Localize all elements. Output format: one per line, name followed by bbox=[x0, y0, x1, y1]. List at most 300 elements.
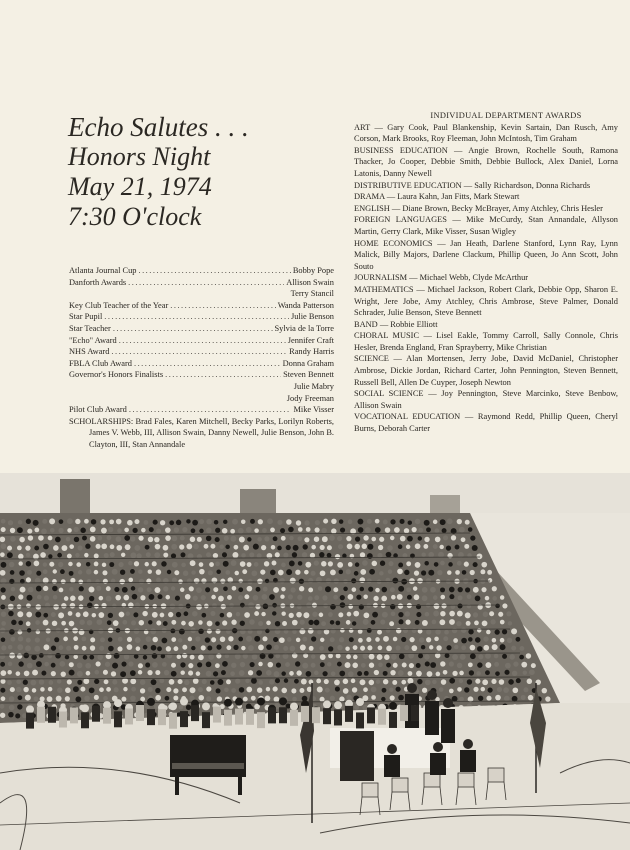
crowd-member bbox=[352, 621, 356, 625]
crowd-member bbox=[336, 653, 341, 658]
crowd-member bbox=[391, 612, 396, 617]
crowd-member bbox=[99, 687, 104, 692]
crowd-member bbox=[102, 563, 106, 567]
department-award-entry: JOURNALISM — Michael Webb, Clyde McArthur bbox=[354, 273, 529, 283]
crowd-member bbox=[378, 545, 383, 550]
crowd-member bbox=[106, 687, 111, 692]
department-award-entry: SCIENCE — Alan Mortensen, Jerry Jobe, David McDaniel, Christopher Ambrose, Dickie Jordan, Richard Carter, John Pennington, Steven Bennett, Russell Bell, Allen De Cuyper, Joseph Newton bbox=[354, 354, 618, 387]
crowd-member bbox=[107, 535, 112, 540]
crowd-member bbox=[223, 520, 227, 524]
crowd-member-body bbox=[268, 707, 276, 723]
crowd-member bbox=[18, 636, 23, 641]
crowd-member bbox=[512, 687, 518, 693]
crowd-member bbox=[314, 671, 319, 676]
crowd-member bbox=[156, 577, 161, 582]
crowd-member bbox=[230, 529, 235, 534]
crowd-member bbox=[304, 537, 309, 542]
crowd-member bbox=[261, 545, 266, 550]
crowd-member bbox=[73, 655, 78, 660]
crowd-member bbox=[145, 663, 150, 668]
crowd-member bbox=[508, 621, 512, 625]
crowd-member bbox=[396, 687, 401, 692]
crowd-member bbox=[435, 629, 441, 635]
crowd-member bbox=[468, 629, 473, 634]
crowd-member bbox=[240, 561, 246, 567]
crowd-member bbox=[406, 561, 411, 566]
crowd-member bbox=[321, 528, 327, 534]
crowd-member bbox=[474, 621, 479, 626]
crowd-member bbox=[100, 637, 105, 642]
crowd-member bbox=[118, 637, 123, 642]
crowd-member bbox=[206, 552, 211, 557]
crowd-member bbox=[122, 620, 127, 625]
crowd-member bbox=[16, 679, 21, 684]
crowd-member bbox=[69, 662, 74, 667]
department-awards bbox=[354, 110, 618, 435]
crowd-member bbox=[337, 536, 342, 541]
department-award-entry: DISTRIBUTIVE EDUCATION — Sally Richardson, Donna Richards bbox=[354, 180, 591, 190]
crowd-member bbox=[205, 587, 210, 592]
award-row bbox=[69, 335, 334, 347]
crowd-member bbox=[439, 687, 444, 692]
crowd-member bbox=[258, 680, 263, 685]
crowd-member bbox=[232, 552, 238, 558]
crowd-member bbox=[390, 604, 395, 609]
crowd-member bbox=[328, 612, 333, 617]
crowd-member bbox=[223, 561, 229, 567]
crowd-member bbox=[480, 569, 485, 574]
crowd-member bbox=[322, 536, 328, 542]
crowd-member bbox=[201, 645, 206, 650]
crowd-member bbox=[453, 638, 458, 643]
crowd-member bbox=[299, 586, 304, 591]
crowd-member bbox=[96, 661, 101, 666]
crowd-member bbox=[248, 670, 253, 675]
crowd-member bbox=[360, 552, 365, 557]
crowd-member bbox=[263, 587, 268, 592]
crowd-member bbox=[399, 654, 405, 660]
crowd-member bbox=[289, 561, 295, 567]
crowd-member bbox=[281, 587, 285, 591]
crowd-member bbox=[128, 661, 133, 666]
crowd-member bbox=[177, 654, 182, 659]
crowd-member bbox=[314, 620, 320, 626]
crowd-member bbox=[392, 680, 397, 685]
crowd-member bbox=[415, 620, 420, 625]
crowd-member bbox=[278, 570, 284, 576]
crowd-member bbox=[168, 612, 173, 617]
crowd-member bbox=[17, 704, 22, 709]
crowd-member bbox=[393, 663, 398, 668]
crowd-member bbox=[254, 562, 259, 567]
crowd-member bbox=[485, 653, 491, 659]
crowd-member bbox=[310, 553, 315, 558]
crowd-member bbox=[109, 519, 114, 524]
department-award-entry: VOCATIONAL EDUCATION — Raymond Redd, Phillip Queen, Cheryl Burns, Deborah Carter bbox=[354, 412, 618, 434]
crowd-member bbox=[112, 569, 118, 575]
crowd-member bbox=[16, 687, 22, 693]
crowd-member bbox=[490, 619, 495, 624]
crowd-member bbox=[478, 696, 483, 701]
crowd-member bbox=[322, 671, 327, 676]
crowd-member bbox=[472, 545, 478, 551]
crowd-member bbox=[337, 645, 342, 650]
crowd-member bbox=[99, 646, 104, 651]
crowd-member bbox=[440, 661, 445, 666]
crowd-member bbox=[226, 679, 231, 684]
crowd-member bbox=[274, 645, 279, 650]
crowd-member bbox=[56, 628, 61, 633]
crowd-member bbox=[426, 578, 431, 583]
crowd-member bbox=[148, 569, 152, 573]
crowd-member bbox=[500, 620, 505, 625]
crowd-member bbox=[281, 688, 287, 694]
crowd-member bbox=[266, 687, 270, 691]
crowd-member bbox=[18, 695, 23, 700]
crowd-member bbox=[18, 561, 22, 565]
crowd-member bbox=[443, 636, 448, 641]
crowd-member bbox=[415, 562, 421, 568]
department-award-entry: ART — Gary Cook, Paul Blankenship, Kevin Sartain, Dan Rusch, Amy Corson, Mark Brooks, Roy Fleeman, John McIntosh, Tim Graham bbox=[354, 122, 618, 144]
department-award-entry: MATHEMATICS — Michael Jackson, Robert Clark, Debbie Opp, Sharon E. Wright, Jere Jobe, Amy Atchley, Chris Ambrose, Steve Palmer, Donald Schrader, Julie Benson, Steve Bennett bbox=[354, 284, 618, 318]
crowd-member bbox=[108, 646, 114, 652]
crowd-member bbox=[275, 621, 280, 626]
crowd-member bbox=[242, 569, 247, 574]
crowd-member bbox=[164, 670, 169, 675]
crowd-member bbox=[502, 629, 507, 634]
crowd-member bbox=[433, 611, 439, 617]
crowd-member bbox=[130, 696, 136, 702]
crowd-member bbox=[81, 704, 89, 712]
crowd-member bbox=[383, 520, 388, 525]
crowd-member bbox=[169, 520, 174, 525]
crowd-member bbox=[283, 553, 288, 558]
crowd-member bbox=[459, 697, 464, 702]
chair bbox=[488, 768, 504, 782]
crowd-member bbox=[119, 579, 125, 585]
award-recipient: Terry Stancil bbox=[290, 289, 334, 299]
crowd-member bbox=[74, 537, 79, 542]
crowd-member bbox=[19, 570, 25, 576]
crowd-member bbox=[138, 536, 143, 541]
crowd-member bbox=[320, 545, 325, 550]
crowd-member bbox=[205, 637, 210, 642]
crowd-member bbox=[181, 563, 186, 568]
crowd-member bbox=[55, 537, 61, 543]
crowd-member bbox=[224, 687, 229, 692]
award-recipient: Steven Bennett bbox=[283, 370, 334, 380]
leader-dots bbox=[165, 369, 281, 381]
crowd-member bbox=[440, 561, 445, 566]
crowd-member bbox=[288, 527, 294, 533]
crowd-member bbox=[34, 646, 40, 652]
crowd-member bbox=[106, 653, 112, 659]
crowd-member bbox=[402, 662, 407, 667]
award-name: Star Pupil bbox=[69, 312, 103, 322]
crowd-member bbox=[162, 662, 167, 667]
crowd-member bbox=[328, 646, 333, 651]
crowd-member bbox=[273, 686, 278, 691]
crowd-member bbox=[171, 671, 177, 677]
crowd-member bbox=[176, 612, 181, 617]
crowd-member bbox=[260, 569, 265, 574]
crowd-member bbox=[87, 603, 93, 609]
crowd-member bbox=[424, 520, 430, 526]
crowd-member bbox=[327, 545, 332, 550]
crowd-member bbox=[250, 662, 255, 667]
crowd-member bbox=[329, 535, 335, 541]
crowd-member bbox=[86, 569, 92, 575]
leader-dots bbox=[119, 335, 286, 347]
crowd-member-body bbox=[356, 712, 364, 728]
crowd-member bbox=[405, 611, 410, 616]
crowd-member bbox=[292, 552, 297, 557]
crowd-member bbox=[174, 570, 179, 575]
crowd-member bbox=[289, 613, 294, 618]
crowd-member bbox=[457, 687, 462, 692]
crowd-member bbox=[138, 570, 142, 574]
crowd-member bbox=[337, 662, 342, 667]
crowd-member bbox=[197, 662, 202, 667]
crowd-member bbox=[82, 646, 87, 651]
crowd-member bbox=[421, 645, 425, 649]
crowd-member bbox=[265, 695, 271, 701]
crowd-member bbox=[180, 536, 185, 541]
crowd-member bbox=[76, 612, 81, 617]
crowd-member bbox=[220, 613, 225, 618]
crowd-member bbox=[292, 620, 298, 626]
crowd-member bbox=[346, 536, 351, 541]
crowd-member bbox=[211, 595, 216, 600]
crowd-member bbox=[478, 654, 483, 659]
podium bbox=[340, 731, 374, 781]
crowd-member bbox=[497, 687, 502, 692]
crowd-member bbox=[257, 687, 262, 692]
crowd-member bbox=[498, 612, 503, 617]
crowd-member bbox=[0, 587, 5, 592]
crowd-member bbox=[239, 670, 245, 676]
crowd-member bbox=[154, 587, 160, 593]
award-recipient: Sylvia de la Torre bbox=[274, 323, 334, 333]
crowd-member bbox=[140, 680, 145, 685]
crowd-member bbox=[495, 671, 500, 676]
crowd-member bbox=[116, 519, 122, 525]
crowd-member bbox=[440, 611, 445, 616]
crowd-member bbox=[373, 596, 378, 601]
crowd-member bbox=[165, 595, 170, 600]
crowd-member bbox=[18, 594, 23, 599]
crowd-member bbox=[367, 645, 372, 650]
crowd-member bbox=[124, 535, 130, 541]
crowd-member bbox=[208, 654, 214, 660]
crowd-member bbox=[258, 645, 264, 651]
crowd-member bbox=[346, 654, 351, 659]
crowd-member bbox=[469, 670, 474, 675]
crowd-member bbox=[459, 527, 465, 533]
crowd-member bbox=[449, 678, 455, 684]
crowd-member bbox=[39, 679, 45, 685]
crowd-member bbox=[83, 611, 89, 617]
crowd-member bbox=[236, 612, 240, 616]
crowd-member bbox=[125, 544, 131, 550]
crowd-member bbox=[112, 604, 116, 608]
crowd-member bbox=[109, 562, 114, 567]
crowd-member bbox=[9, 705, 15, 711]
crowd-member-body bbox=[70, 707, 78, 723]
crowd-member bbox=[267, 518, 273, 524]
crowd-member bbox=[343, 688, 349, 694]
crowd-member bbox=[188, 663, 193, 668]
crowd-member bbox=[18, 520, 23, 525]
crowd-member bbox=[39, 653, 44, 658]
crowd-member bbox=[78, 579, 83, 584]
crowd-member bbox=[171, 663, 176, 668]
crowd-member bbox=[452, 628, 458, 634]
crowd-member bbox=[127, 644, 133, 650]
crowd-member bbox=[84, 519, 89, 524]
crowd-member bbox=[458, 604, 463, 609]
crowd-member bbox=[320, 697, 325, 702]
crowd-member bbox=[265, 629, 269, 633]
crowd-member bbox=[67, 554, 72, 559]
award-row bbox=[69, 323, 334, 335]
crowd-member bbox=[273, 536, 278, 541]
leader-dots bbox=[129, 404, 292, 416]
crowd-member bbox=[347, 612, 352, 617]
crowd-member bbox=[215, 561, 220, 566]
crowd-member bbox=[287, 637, 292, 642]
award-recipient: Julie Benson bbox=[290, 312, 334, 322]
crowd-member bbox=[239, 536, 245, 542]
crowd-member bbox=[33, 520, 39, 526]
crowd-member bbox=[505, 663, 511, 669]
crowd-member bbox=[35, 612, 41, 618]
crowd-member bbox=[272, 561, 277, 566]
crowd-member bbox=[485, 670, 490, 675]
crowd-member bbox=[500, 595, 504, 599]
crowd-member bbox=[127, 520, 133, 526]
crowd-member bbox=[67, 528, 72, 533]
crowd-member bbox=[436, 672, 441, 677]
crowd-member bbox=[401, 637, 406, 642]
crowd-member bbox=[73, 636, 78, 641]
department-award-entry: DRAMA — Laura Kahn, Jan Fitts, Mark Stewart bbox=[354, 192, 520, 202]
crowd-member bbox=[172, 562, 178, 568]
crowd-member bbox=[59, 519, 64, 524]
crowd-member bbox=[436, 645, 441, 650]
crowd-member bbox=[159, 678, 164, 683]
crowd-member bbox=[67, 679, 72, 684]
crowd-member bbox=[409, 637, 414, 642]
crowd-member bbox=[121, 661, 126, 666]
crowd-member bbox=[299, 628, 305, 634]
award-name: NHS Award bbox=[69, 347, 110, 357]
crowd-member bbox=[352, 663, 358, 669]
crowd-member bbox=[335, 687, 340, 692]
crowd-member bbox=[339, 696, 344, 701]
crowd-member bbox=[303, 612, 309, 618]
crowd-member bbox=[201, 595, 206, 600]
crowd-member bbox=[433, 544, 438, 549]
crowd-member bbox=[130, 569, 135, 574]
crowd-member bbox=[81, 637, 86, 642]
crowd-member bbox=[77, 671, 83, 677]
crowd-member bbox=[357, 519, 363, 525]
crowd-member bbox=[489, 611, 494, 616]
crowd-member bbox=[483, 636, 488, 641]
crowd-member bbox=[358, 638, 363, 643]
crowd-member bbox=[523, 687, 528, 692]
crowd-member bbox=[296, 612, 302, 618]
crowd-member bbox=[308, 596, 313, 601]
crowd-member bbox=[120, 570, 125, 575]
crowd-member bbox=[407, 595, 412, 600]
crowd-member bbox=[465, 612, 471, 618]
crowd-member-body bbox=[323, 708, 331, 724]
crowd-member bbox=[248, 602, 254, 608]
crowd-member bbox=[46, 637, 50, 641]
crowd-member bbox=[26, 603, 31, 608]
crowd-member bbox=[49, 518, 55, 524]
person-body bbox=[441, 709, 455, 743]
crowd-member bbox=[77, 545, 82, 550]
crowd-member bbox=[473, 562, 478, 567]
crowd-member bbox=[57, 553, 62, 558]
crowd-member bbox=[418, 528, 423, 533]
crowd-member bbox=[492, 644, 498, 650]
crowd-member bbox=[476, 671, 480, 675]
crowd-member bbox=[442, 528, 447, 533]
crowd-member bbox=[449, 611, 455, 617]
crowd-member bbox=[18, 554, 24, 560]
leader-dots bbox=[138, 265, 290, 277]
crowd-member bbox=[274, 671, 280, 677]
crowd-member bbox=[362, 560, 368, 566]
crowd-member bbox=[43, 562, 47, 566]
crowd-member bbox=[384, 655, 389, 660]
crowd-member bbox=[461, 537, 466, 542]
crowd-member bbox=[482, 679, 488, 685]
crowd-member bbox=[43, 644, 49, 650]
crowd-member bbox=[57, 687, 63, 693]
crowd-member bbox=[443, 670, 448, 675]
department-award-entry: BUSINESS EDUCATION — Angie Brown, Rochelle South, Ramona Thacker, Jo Cooper, Debbie Smith, Debbie Bullock, Alex Daniel, Lorna Latonis, Danny Newell bbox=[354, 145, 618, 178]
crowd-member bbox=[107, 620, 112, 625]
crowd-member bbox=[447, 518, 453, 524]
crowd-member bbox=[163, 578, 169, 584]
crowd-member bbox=[43, 544, 49, 550]
crowd-member bbox=[30, 680, 36, 686]
award-name: Pilot Club Award bbox=[69, 405, 127, 415]
crowd-member bbox=[53, 545, 59, 551]
crowd-member bbox=[182, 527, 187, 532]
department-awards-heading: INDIVIDUAL DEPARTMENT AWARDS bbox=[430, 111, 582, 120]
crowd-member bbox=[445, 653, 450, 658]
crowd-member bbox=[59, 661, 65, 667]
crowd-member bbox=[0, 670, 6, 676]
person-head bbox=[433, 742, 443, 752]
crowd-member bbox=[441, 603, 446, 608]
crowd-member bbox=[328, 653, 333, 658]
crowd-member bbox=[191, 528, 196, 533]
crowd-member bbox=[180, 588, 184, 592]
crowd-member bbox=[169, 702, 177, 710]
crowd-member bbox=[359, 577, 365, 583]
crowd-member bbox=[224, 536, 229, 541]
crowd-member bbox=[430, 587, 436, 593]
crowd-member bbox=[454, 645, 459, 650]
crowd-member bbox=[330, 696, 335, 701]
